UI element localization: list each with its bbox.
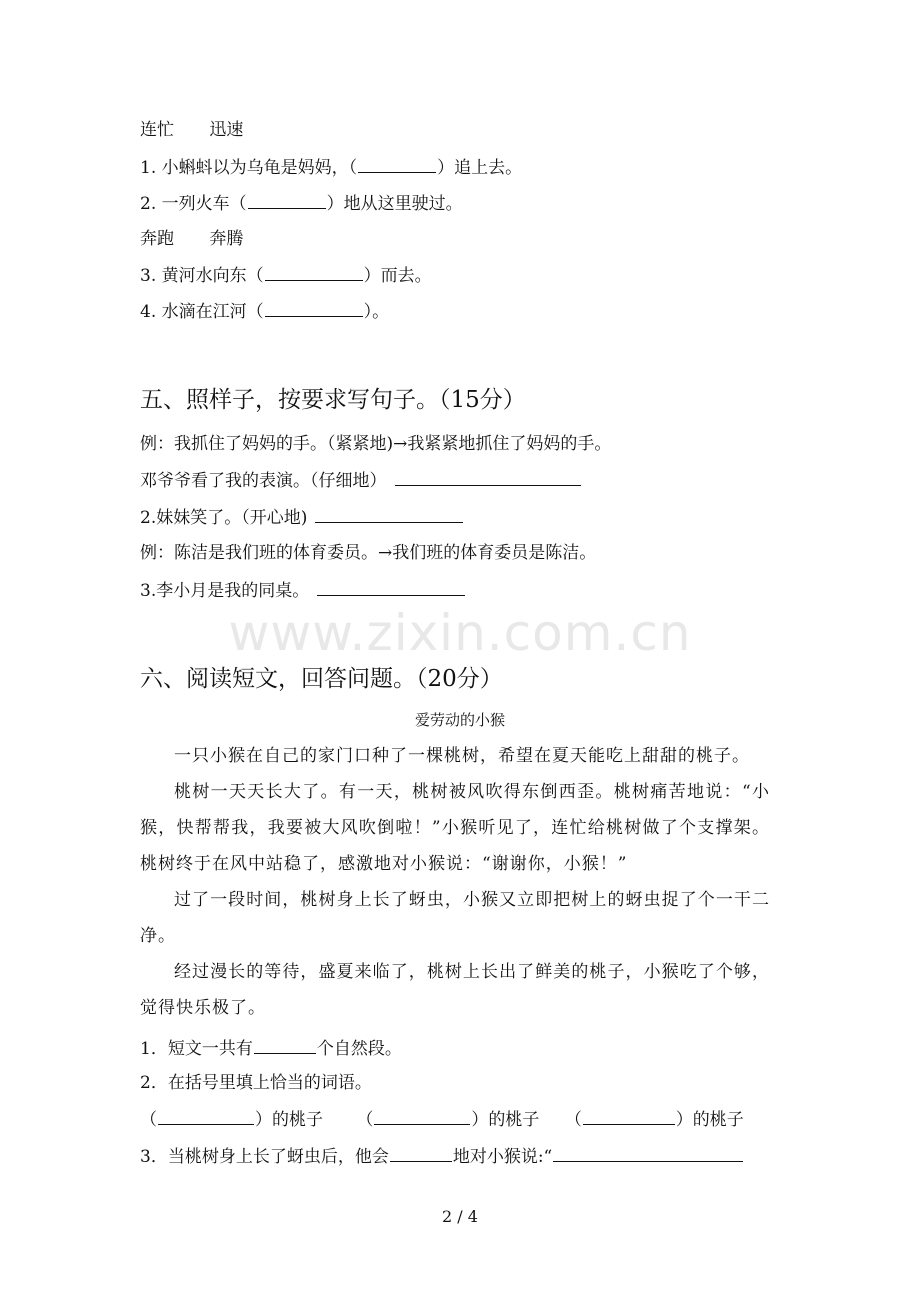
answer-blank[interactable] [374,1108,470,1125]
passage-title: 爱劳动的小猴 [414,711,505,729]
answer-blank[interactable] [265,264,363,281]
task-text: 2.妹妹笑了。（开心地) [140,508,308,528]
question-text: 3. 黄河水向东（ [140,266,264,286]
question-text: ）而去。 [363,266,432,286]
question-text: 1. 小蝌蚪以为乌龟是妈妈，（ [140,158,358,178]
word-option: 迅速 [209,120,244,140]
answer-blank[interactable] [254,1037,316,1054]
answer-blank[interactable] [358,156,436,173]
sentence-task-2 [140,506,464,529]
question-4 [140,300,389,323]
word-choice-row-2 [140,228,243,250]
blank-label: ）的桃子 [255,1110,323,1130]
question-text: 3．当桃树身上长了蚜虫后，他会 [140,1147,389,1167]
section-6-heading: 六、阅读短文，回答问题。（20分） [140,666,503,692]
answer-blank[interactable] [248,192,326,209]
example-sentence-2: 例：陈洁是我们班的体育委员。→我们班的体育委员是陈洁。 [140,543,597,563]
example-sentence-1: 例：我抓住了妈妈的手。（紧紧地)→我紧紧地抓住了妈妈的手。 [140,434,612,454]
blank-label: ）的桃子 [471,1110,540,1130]
blank-label: ）的桃子 [675,1110,744,1130]
question-text: 2. 一列火车（ [140,194,247,214]
passage-paragraph-2: 桃树一天天长大了。有一天，桃树被风吹得东倒西歪。桃树痛苦地说：“小猴，快帮帮我，我要被大风吹倒啦！”小猴听见了，连忙给桃树做了个支撑架。桃树终于在风中站稳了，感激地对小猴说：“谢谢你，小猴！” [140,782,770,874]
task-text: 邓爷爷看了我的表演。（仔细地） [140,471,387,491]
watermark: www.zixin.com.cn [228,604,692,662]
bracket: （ [564,1110,582,1130]
reading-question-1 [140,1037,402,1060]
word-option: 连忙 [140,120,174,140]
question-text: 4. 水滴在江河（ [140,302,264,322]
answer-line[interactable] [395,469,581,486]
answer-blank[interactable] [158,1108,254,1125]
answer-blank[interactable] [390,1145,452,1162]
word-choice-row-1 [140,119,243,141]
question-text: 1．短文一共有 [140,1039,253,1059]
answer-blank[interactable] [265,300,363,317]
question-text: ）。 [363,302,390,322]
sentence-task-1 [140,469,582,492]
passage-paragraph-4: 经过漫长的等待，盛夏来临了，桃树上长出了鲜美的桃子，小猴吃了个够，觉得快乐极了。 [140,962,770,1018]
reading-question-2: 2．在括号里填上恰当的词语。 [140,1073,372,1093]
sentence-task-3 [140,579,466,602]
passage-paragraph-1: 一只小猴在自己的家门口种了一棵桃树，希望在夏天能吃上甜甜的桃子。 [174,746,750,766]
question-1 [140,156,522,179]
question-2 [140,192,463,215]
passage-paragraph-3: 过了一段时间，桃树身上长了蚜虫，小猴又立即把树上的蚜虫捉了个一干二净。 [140,890,770,946]
answer-line[interactable] [317,579,465,596]
question-text: 个自然段。 [316,1039,402,1059]
task-text: 3.李小月是我的同桌。 [140,581,310,601]
adjective-blanks-row [140,1108,744,1131]
question-text: 地对小猴说:“ [452,1147,553,1167]
answer-line[interactable] [315,506,463,523]
question-3 [140,264,432,287]
section-5-heading: 五、照样子，按要求写句子。（15分） [140,387,526,413]
question-text: ）地从这里驶过。 [326,194,463,214]
bracket: （ [356,1110,374,1130]
word-option: 奔跑 [140,229,174,249]
answer-line[interactable] [553,1145,743,1162]
answer-blank[interactable] [583,1108,675,1125]
bracket: （ [140,1110,157,1130]
reading-question-3 [140,1145,744,1168]
question-text: ）追上去。 [437,158,523,178]
page-number: 2 / 4 [442,1207,478,1226]
word-option: 奔腾 [209,229,244,249]
